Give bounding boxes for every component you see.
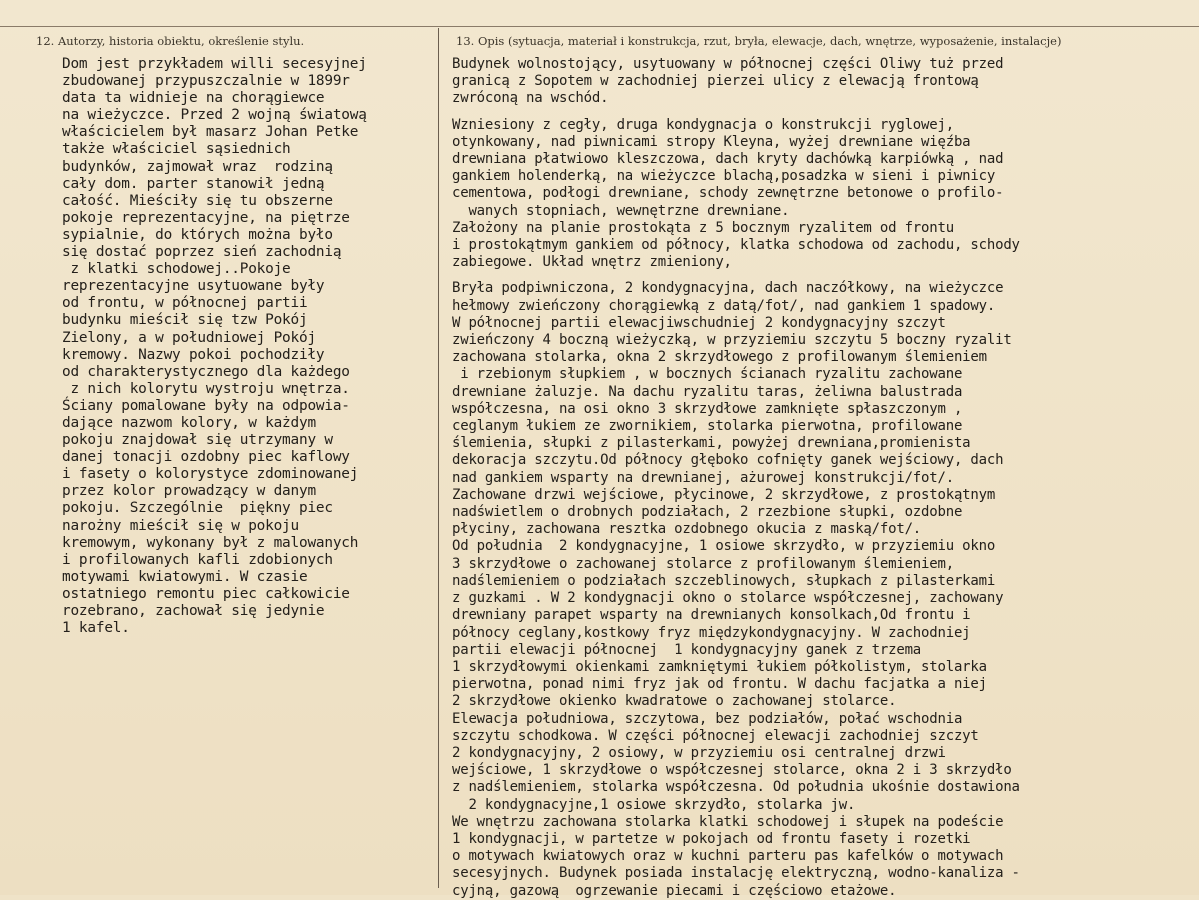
text-line: Wzniesiony z cegły, druga kondygnacja o konstrukcji ryglowej, [452, 116, 954, 133]
text-line: nadświetlem o drobnych podziałach, 2 rzezbione słupki, ozdobne [452, 504, 963, 521]
text-line: od charakterystycznego dla każdego [62, 363, 350, 380]
text-line: drewniany parapet wsparty na drewnianych konsolkach,Od frontu i [452, 607, 971, 624]
text-line: płyciny, zachowana resztka ozdobnego okucia z maską/fot/. [452, 521, 922, 538]
history-text-column [62, 56, 432, 637]
text-line: się dostać poprzez sień zachodnią [62, 244, 342, 261]
paragraph-gap [452, 271, 1192, 280]
text-line: zwieńczony 4 boczną wieżyczką, w przyziemiu szczytu 5 boczny ryzalit [452, 332, 1012, 349]
text-line: 2 skrzydłowe okienko kwadratowe o zachowanej stolarce. [452, 693, 897, 710]
text-line: wanych stopniach, wewnętrzne drewniane. [452, 202, 790, 219]
text-line: partii elewacji północnej 1 kondygnacyjny ganek z trzema [452, 641, 922, 658]
text-line: dekoracja szczytu.Od północy głęboko cofnięty ganek wejściowy, dach [452, 452, 1004, 469]
text-line: hełmowy zwieńczony chorągiewką z datą/fot/, nad gankiem 1 spadowy. [452, 297, 996, 314]
text-line: pokoju. Szczególnie piękny piec [62, 500, 333, 517]
right-column-heading: 13. Opis (sytuacja, materiał i konstrukcja, rzut, bryła, elewacje, dach, wnętrze, wyposażenie, instalacje) [456, 34, 1062, 48]
text-line: z nadślemieniem, stolarka współczesna. Od południa ukośnie dostawiona [452, 779, 1020, 796]
text-line: zabiegowe. Układ wnętrz zmieniony, [452, 254, 732, 271]
text-line: rozebrano, zachował się jedynie [62, 603, 325, 619]
text-line: północy ceglany,kostkowy fryz międzykondygnacyjny. W zachodniej [452, 624, 971, 641]
text-line: od frontu, w północnej partii [62, 295, 308, 312]
text-line: także właściciel sąsiednich [62, 141, 291, 158]
text-line: kremowym, wykonany był z malowanych [62, 534, 359, 551]
text-line: na wieżyczce. Przed 2 wojną światową [62, 107, 367, 124]
text-line: 2 kondygnacyjny, 2 osiowy, w przyziemiu osi centralnej drzwi [452, 744, 946, 761]
description-text-column [452, 56, 1192, 900]
text-line: 1 kondygnacji, w partetze w pokojach od frontu fasety i rozetki [452, 830, 971, 847]
text-line: budynku mieścił się tzw Pokój [62, 312, 308, 329]
column-divider [438, 28, 439, 888]
text-line: 1 skrzydłowymi okienkami zamkniętymi łukiem półkolistym, stolarka [452, 658, 987, 675]
text-line: 3 skrzydłowe o zachowanej stolarce z profilowanym ślemieniem, [452, 555, 954, 572]
text-line: Dom jest przykładem willi secesyjnej [62, 56, 367, 72]
text-line: i profilowanych kafli zdobionych [62, 551, 333, 568]
text-line: z klatki schodowej..Pokoje [62, 261, 291, 278]
text-line: pokoje reprezentacyjne, na piętrze [62, 209, 350, 226]
text-line: i fasety o kolorystyce zdominowanej [62, 466, 359, 483]
text-line: o motywach kwiatowych oraz w kuchni parteru pas kafelków o motywach [452, 848, 1004, 865]
text-line: sypialnie, do których można było [62, 226, 333, 243]
text-line: gankiem holenderką, na wieżyczce blachą,posadzka w sieni i piwnicy [452, 168, 996, 185]
text-line: szczytu schodkowa. W części północnej elewacji zachodniej szczyt [452, 727, 979, 744]
text-line: ślemienia, słupki z pilasterkami, powyżej drewniana,promienista [452, 435, 971, 452]
text-line: Zachowane drzwi wejściowe, płycinowe, 2 skrzydłowe, z prostokątnym [452, 486, 996, 503]
text-line: W północnej partii elewacjiwschudniej 2 kondygnacyjny szczyt [452, 314, 946, 331]
text-line: kremowy. Nazwy pokoi pochodziły [62, 346, 325, 363]
text-line: i prostokątmym gankiem od północy, klatka schodowa od zachodu, schody [452, 237, 1020, 254]
text-line: 2 kondygnacyjne,1 osiowe skrzydło, stolarka jw. [452, 796, 856, 813]
text-line: danej tonacji ozdobny piec kaflowy [62, 449, 350, 466]
text-line: budynków, zajmował wraz rodziną [62, 158, 333, 175]
text-line: cyjną, gazową ogrzewanie piecami i częściowo etażowe. [452, 882, 897, 899]
left-column-heading: 12. Autorzy, historia obiektu, określenie stylu. [36, 34, 305, 48]
text-line: ceglanym łukiem ze zwornikiem, stolarka pierwotna, profilowane [452, 418, 963, 435]
text-line: otynkowany, nad piwnicami stropy Kleyna, wyżej drewniane więźba [452, 133, 971, 150]
text-line: data ta widnieje na chorągiewce [62, 90, 325, 107]
text-line: współczesna, na osi okno 3 skrzydłowe zamknięte spłaszczonym , [452, 400, 963, 417]
text-line: właścicielem był masarz Johan Petke [62, 124, 359, 141]
text-line: zachowana stolarka, okna 2 skrzydłowego z profilowanym ślemieniem [452, 349, 987, 366]
text-line: Elewacja południowa, szczytowa, bez podziałów, połać wschodnia [452, 710, 963, 727]
text-line: granicą z Sopotem w zachodniej pierzei ulicy z elewacją frontową [452, 73, 979, 90]
text-line: drewniane żaluzje. Na dachu ryzalitu taras, żeliwna balustrada [452, 383, 963, 400]
text-line: całość. Mieściły się tu obszerne [62, 192, 333, 209]
text-line: wejściowe, 1 skrzydłowe o współczesnej stolarce, okna 2 i 3 skrzydło [452, 762, 1012, 779]
text-line: pokoju znajdował się utrzymany w [62, 432, 333, 449]
text-line: We wnętrzu zachowana stolarka klatki schodowej i słupek na podeście [452, 813, 1004, 830]
text-line: nad gankiem wsparty na drewnianej, ażurowej konstrukcji/fot/. [452, 469, 954, 486]
text-line: motywami kwiatowymi. W czasie [62, 568, 308, 585]
text-line: nadślemieniem o podziałach szczeblinowych, słupkach z pilasterkami [452, 572, 996, 589]
text-line: drewniana płatwiowo kleszczowa, dach kryty dachówką karpiówką , nad [452, 151, 1004, 168]
text-line: Zielony, a w południowej Pokój [62, 329, 316, 346]
text-line: z guzkami . W 2 kondygnacji okno o stolarce współczesnej, zachowany [452, 590, 1004, 607]
text-line: pierwotna, ponad nimi fryz jak od frontu. W dachu facjatka a niej [452, 676, 987, 693]
text-line: zwróconą na wschód. [452, 90, 609, 107]
text-line: Założony na planie prostokąta z 5 bocznym ryzalitem od frontu [452, 219, 954, 236]
text-line: dające nazwom kolory, w każdym [62, 414, 316, 431]
text-line: cały dom. parter stanowił jedną [62, 175, 325, 192]
text-line: Budynek wolnostojący, usytuowany w północnej części Oliwy tuż przed [452, 56, 1004, 72]
text-line: 1 kafel. [62, 620, 130, 637]
text-line: zbudowanej przypuszczalnie w 1899r [62, 73, 350, 90]
text-line: reprezentacyjne usytuowane były [62, 278, 325, 295]
text-line: Bryła podpiwniczona, 2 kondygnacyjna, dach naczółkowy, na wieżyczce [452, 280, 1004, 297]
text-line: i rzebionym słupkiem , w bocznych ścianach ryzalitu zachowane [452, 366, 963, 383]
text-line: z nich kolorytu wystroju wnętrza. [62, 380, 350, 397]
text-line: przez kolor prowadzący w danym [62, 483, 316, 500]
text-line: secesyjnych. Budynek posiada instalację elektryczną, wodno-kanaliza - [452, 865, 1020, 882]
text-line: cementowa, podłogi drewniane, schody zewnętrzne betonowe o profilo- [452, 185, 1004, 202]
text-line: narożny mieścił się w pokoju [62, 517, 299, 534]
top-rule [0, 26, 1199, 27]
text-line: Od południa 2 kondygnacyjne, 1 osiowe skrzydło, w przyziemiu okno [452, 538, 996, 555]
text-line: Ściany pomalowane były na odpowia- [62, 397, 350, 414]
paragraph-gap [452, 108, 1192, 117]
text-line: ostatniego remontu piec całkowicie [62, 585, 350, 602]
